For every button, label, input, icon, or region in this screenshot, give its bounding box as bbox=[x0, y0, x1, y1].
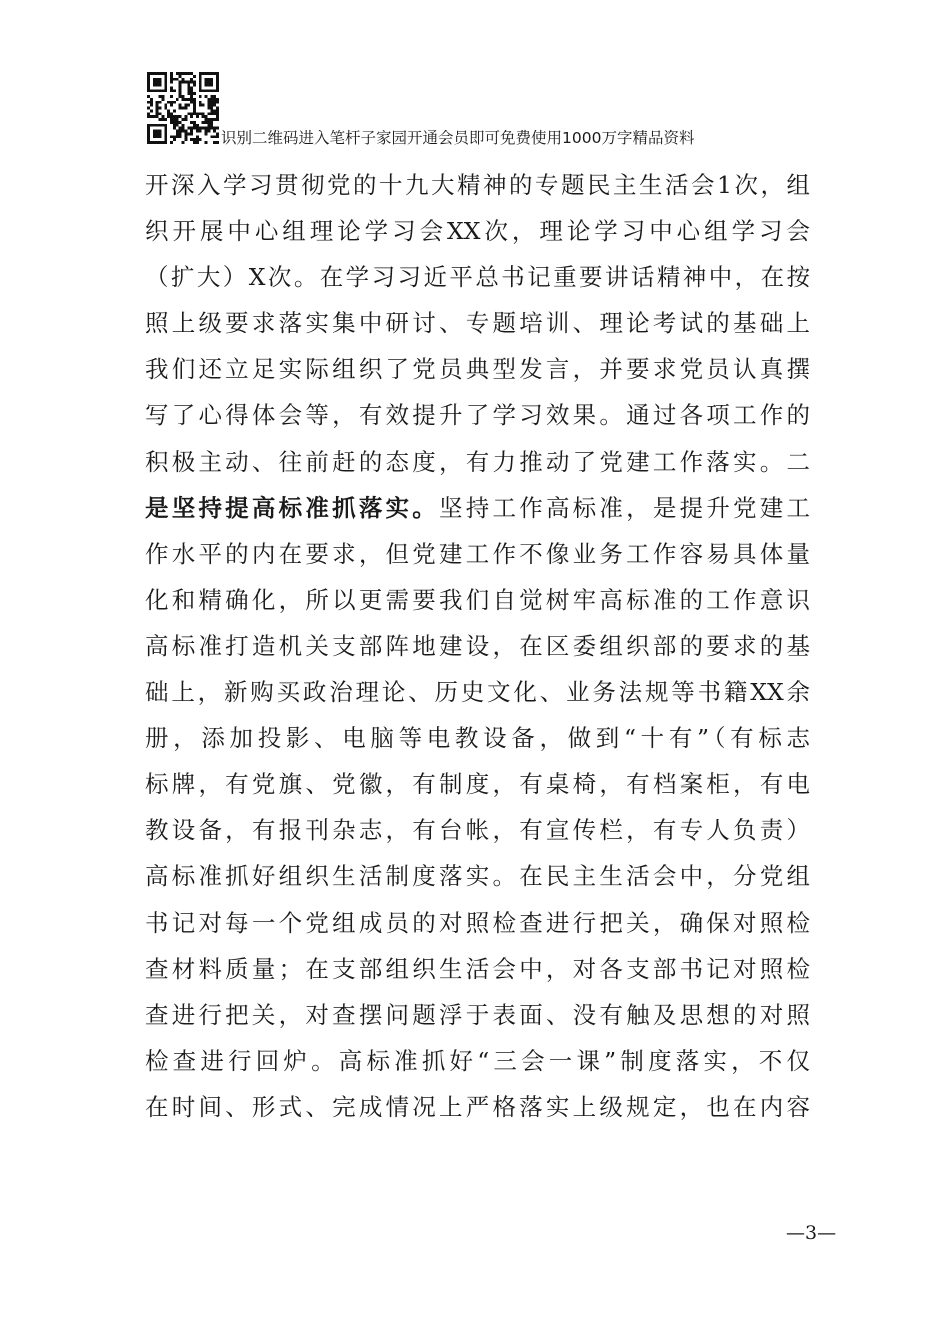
banner-text: 识别二维码进入笔杆子家园开通会员即可免费使用1000万字精品资料 bbox=[221, 129, 695, 147]
body-line: 标牌，有党旗、党徽，有制度，有桌椅，有档案柜，有电 bbox=[145, 770, 810, 799]
body-line: 查材料质量；在支部组织生活会中，对各支部书记对照检 bbox=[145, 954, 810, 983]
body-line: 开深入学习贯彻党的十九大精神的专题民主生活会1次，组 bbox=[145, 171, 810, 199]
body-line: 查进行把关，对查摆问题浮于表面、没有触及思想的对照 bbox=[145, 1000, 810, 1029]
body-line-with-heading bbox=[145, 485, 810, 531]
body-line: 础上，新购买政治理论、历史文化、业务法规等书籍XX余 bbox=[145, 678, 810, 707]
body-line: 织开展中心组理论学习会XX次，理论学习中心组学习会 bbox=[145, 217, 810, 246]
document-body bbox=[145, 162, 810, 1130]
body-line: 高标准打造机关支部阵地建设，在区委组织部的要求的基 bbox=[145, 631, 810, 660]
body-line: 照上级要求落实集中研讨、专题培训、理论考试的基础上 bbox=[145, 309, 810, 338]
page-number: —3— bbox=[786, 1222, 837, 1244]
body-line: 在时间、形式、完成情况上严格落实上级规定，也在内容 bbox=[145, 1092, 810, 1121]
body-line-rest: 坚持工作高标准，是提升党建工 bbox=[439, 493, 810, 522]
body-line: 书记对每一个党组成员的对照检查进行把关，确保对照检 bbox=[145, 908, 810, 937]
body-line: 高标准抓好组织生活制度落实。在民主生活会中，分党组 bbox=[145, 862, 810, 891]
body-line: 教设备，有报刊杂志，有台帐，有宣传栏，有专人负责） bbox=[145, 816, 810, 845]
qr-code-icon bbox=[147, 72, 219, 144]
body-line: 我们还立足实际组织了党员典型发言，并要求党员认真撰 bbox=[145, 355, 810, 384]
body-line: 写了心得体会等，有效提升了学习效果。通过各项工作的 bbox=[145, 401, 810, 430]
body-line: 化和精确化，所以更需要我们自觉树牢高标准的工作意识 bbox=[145, 585, 810, 614]
body-line: 册，添加投影、电脑等电教设备，做到“十有”（有标志 bbox=[145, 724, 810, 753]
body-line: 积极主动、往前赶的态度，有力推动了党建工作落实。二 bbox=[145, 447, 810, 476]
body-line: 作水平的内在要求，但党建工作不像业务工作容易具体量 bbox=[145, 539, 810, 568]
body-line: （扩大）X次。在学习习近平总书记重要讲话精神中，在按 bbox=[145, 263, 810, 292]
section-heading: 是坚持提高标准抓落实。 bbox=[145, 493, 440, 522]
body-line: 检查进行回炉。高标准抓好“三会一课”制度落实，不仅 bbox=[145, 1046, 810, 1075]
